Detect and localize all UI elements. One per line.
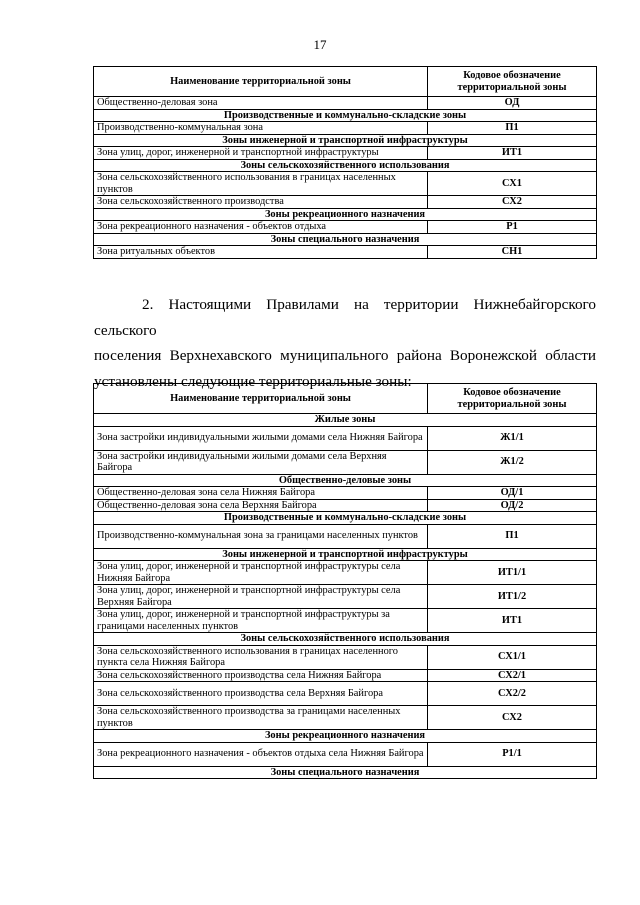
zones-table-1 <box>93 66 597 259</box>
zone-name: Зона ритуальных объектов <box>94 246 428 259</box>
zone-code: ИТ1 <box>428 147 597 160</box>
zone-code: СХ2 <box>428 706 597 730</box>
header-zone-name: Наименование территориальной зоны <box>94 384 428 414</box>
table-row <box>94 147 597 160</box>
group-row <box>94 730 597 743</box>
group-title: Зоны инженерной и транспортной инфраструктуры <box>94 134 597 147</box>
table-header-row <box>94 67 597 97</box>
group-row <box>94 159 597 172</box>
table-row <box>94 221 597 234</box>
table-row <box>94 122 597 135</box>
group-row <box>94 414 597 427</box>
table-row <box>94 645 597 669</box>
table-row <box>94 682 597 706</box>
paragraph-line-1: 2. Настоящими Правилами на территории Нижнебайгорского сельского <box>94 296 596 339</box>
group-row <box>94 109 597 122</box>
zone-code: ОД/2 <box>428 499 597 512</box>
zone-code: ОД/1 <box>428 487 597 500</box>
group-row <box>94 208 597 221</box>
zone-code: СН1 <box>428 246 597 259</box>
zones-table-2-body <box>94 414 597 779</box>
header-zone-code: Кодовое обозначение территориальной зоны <box>428 67 597 97</box>
table-row <box>94 196 597 209</box>
group-title: Жилые зоны <box>94 414 597 427</box>
zone-code: ОД <box>428 97 597 110</box>
table-row <box>94 246 597 259</box>
zone-name: Зона сельскохозяйственного использования в границах населенных пунктов <box>94 172 428 196</box>
zone-name: Зона сельскохозяйственного производства <box>94 196 428 209</box>
zone-name: Зона улиц, дорог, инженерной и транспортной инфраструктуры <box>94 147 428 160</box>
table-row <box>94 499 597 512</box>
table-row <box>94 450 597 474</box>
zone-name: Производственно-коммунальная зона <box>94 122 428 135</box>
page-number: 17 <box>313 37 327 52</box>
header-zone-name: Наименование территориальной зоны <box>94 67 428 97</box>
group-title: Зоны специального назначения <box>94 233 597 246</box>
zone-name: Общественно-деловая зона села Нижняя Байгора <box>94 487 428 500</box>
zone-code: Р1/1 <box>428 742 597 766</box>
group-row <box>94 233 597 246</box>
table-row <box>94 172 597 196</box>
zone-code: ИТ1/2 <box>428 585 597 609</box>
table-row <box>94 706 597 730</box>
paragraph-line-2: поселения Верхнехавского муниципального района Воронежской области <box>94 347 596 364</box>
group-title: Производственные и коммунально-складские зоны <box>94 512 597 525</box>
zone-code: СХ2/1 <box>428 669 597 682</box>
group-title: Общественно-деловые зоны <box>94 474 597 487</box>
group-row <box>94 766 597 779</box>
group-row <box>94 512 597 525</box>
zone-code: П1 <box>428 524 597 548</box>
group-title: Зоны инженерной и транспортной инфраструктуры <box>94 548 597 561</box>
zone-name: Зона сельскохозяйственного производства села Верхняя Байгора <box>94 682 428 706</box>
zone-name: Общественно-деловая зона села Верхняя Байгора <box>94 499 428 512</box>
zone-name: Зона застройки индивидуальными жилыми домами села Верхняя Байгора <box>94 450 428 474</box>
table-row <box>94 742 597 766</box>
group-row <box>94 474 597 487</box>
zone-code: ИТ1 <box>428 609 597 633</box>
zone-code: Ж1/2 <box>428 450 597 474</box>
table-row <box>94 97 597 110</box>
zone-code: СХ2 <box>428 196 597 209</box>
group-row <box>94 548 597 561</box>
zone-code: СХ1 <box>428 172 597 196</box>
zone-name: Производственно-коммунальная зона за границами населенных пунктов <box>94 524 428 548</box>
group-title: Зоны рекреационного назначения <box>94 730 597 743</box>
table-row <box>94 669 597 682</box>
group-title: Производственные и коммунально-складские зоны <box>94 109 597 122</box>
table-row <box>94 524 597 548</box>
zone-code: СХ2/2 <box>428 682 597 706</box>
group-title: Зоны сельскохозяйственного использования <box>94 633 597 646</box>
zone-code: СХ1/1 <box>428 645 597 669</box>
group-row <box>94 633 597 646</box>
zone-name: Зона застройки индивидуальными жилыми домами села Нижняя Байгора <box>94 426 428 450</box>
table-row <box>94 487 597 500</box>
zone-name: Зона рекреационного назначения - объектов отдыха села Нижняя Байгора <box>94 742 428 766</box>
table-row <box>94 609 597 633</box>
zones-table-2 <box>93 383 597 779</box>
zone-name: Зона сельскохозяйственного производства за границами населенных пунктов <box>94 706 428 730</box>
zone-code: Р1 <box>428 221 597 234</box>
table-header-row <box>94 384 597 414</box>
zone-name: Зона сельскохозяйственного использования в границах населенного пункта села Нижняя Байгора <box>94 645 428 669</box>
paragraph <box>94 292 596 394</box>
table-row <box>94 561 597 585</box>
zone-name: Зона улиц, дорог, инженерной и транспортной инфраструктуры села Нижняя Байгора <box>94 561 428 585</box>
table-row <box>94 426 597 450</box>
zone-name: Зона улиц, дорог, инженерной и транспортной инфраструктуры за границами населенных пунктов <box>94 609 428 633</box>
group-title: Зоны сельскохозяйственного использования <box>94 159 597 172</box>
zone-code: ИТ1/1 <box>428 561 597 585</box>
group-title: Зоны специального назначения <box>94 766 597 779</box>
zone-name: Зона улиц, дорог, инженерной и транспортной инфраструктуры села Верхняя Байгора <box>94 585 428 609</box>
zone-code: П1 <box>428 122 597 135</box>
group-title: Зоны рекреационного назначения <box>94 208 597 221</box>
header-zone-code: Кодовое обозначение территориальной зоны <box>428 384 597 414</box>
zone-name: Общественно-деловая зона <box>94 97 428 110</box>
zone-code: Ж1/1 <box>428 426 597 450</box>
group-row <box>94 134 597 147</box>
table-row <box>94 585 597 609</box>
zone-name: Зона рекреационного назначения - объектов отдыха <box>94 221 428 234</box>
paragraph-line-3: установлены следующие территориальные зоны: <box>94 372 412 390</box>
zones-table-1-body <box>94 97 597 259</box>
zone-name: Зона сельскохозяйственного производства села Нижняя Байгора <box>94 669 428 682</box>
